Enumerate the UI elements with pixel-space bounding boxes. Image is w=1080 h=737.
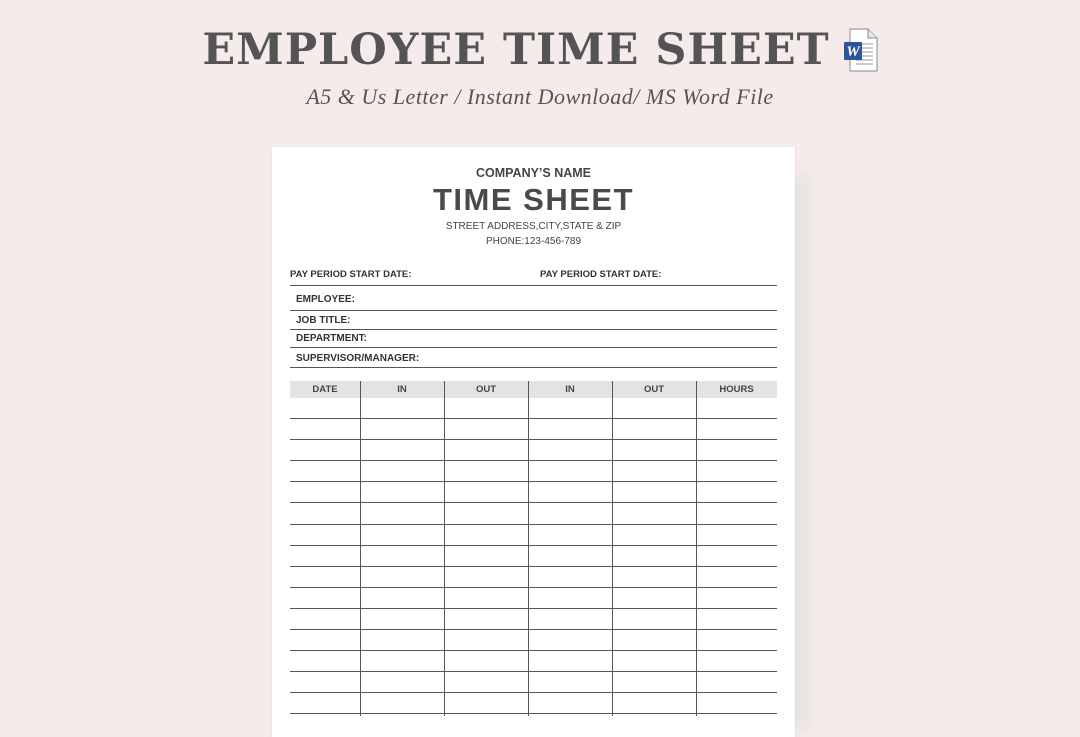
sheet-title: TIME SHEET — [432, 182, 634, 217]
table-row-line — [290, 481, 777, 482]
supervisor-manager-line — [290, 367, 777, 368]
header-in-2: IN — [565, 384, 575, 395]
word-icon-letter: W — [845, 44, 860, 60]
employee-line — [290, 310, 777, 311]
column-divider — [612, 381, 613, 716]
table-row-line — [290, 692, 777, 693]
time-sheet-page — [272, 147, 795, 737]
street-address: STREET ADDRESS,CITY,STATE & ZIP — [445, 221, 622, 232]
table-row-line — [290, 650, 777, 651]
table-row-line — [290, 566, 777, 567]
banner-title: EMPLOYEE TIME SHEET — [202, 25, 830, 75]
job-title-label: JOB TITLE: — [296, 315, 351, 326]
table-row-line — [290, 713, 777, 714]
header-out-2: OUT — [643, 384, 665, 395]
table-row-line — [290, 418, 777, 419]
column-divider — [360, 381, 361, 716]
column-divider — [696, 381, 697, 716]
table-row-line — [290, 502, 777, 503]
table-row-line — [290, 524, 777, 525]
job-title-line — [290, 329, 777, 330]
table-row-line — [290, 608, 777, 609]
table-header — [290, 381, 777, 398]
table-row-line — [290, 460, 777, 461]
header-in-1: IN — [397, 384, 407, 395]
header-out-1: OUT — [475, 384, 497, 395]
table-row-line — [290, 439, 777, 440]
pay-period-start-label-left: PAY PERIOD START DATE: — [290, 269, 412, 280]
company-name: COMPANY’S NAME — [475, 166, 592, 180]
employee-label: EMPLOYEE: — [296, 294, 355, 305]
table-row-line — [290, 587, 777, 588]
header-hours: HOURS — [719, 384, 754, 395]
banner-subtitle: A5 & Us Letter / Instant Download/ MS Word File — [306, 84, 774, 109]
department-line — [290, 347, 777, 348]
phone-number: PHONE:123-456-789 — [485, 236, 582, 247]
table-row-line — [290, 629, 777, 630]
department-label: DEPARTMENT: — [296, 333, 367, 344]
ms-word-document-icon — [844, 28, 878, 72]
column-divider — [528, 381, 529, 716]
pay-period-line — [290, 285, 777, 286]
table-row-line — [290, 671, 777, 672]
supervisor-manager-label: SUPERVISOR/MANAGER: — [296, 353, 420, 364]
table-row-line — [290, 545, 777, 546]
banner-title-row — [0, 22, 1080, 78]
column-divider — [444, 381, 445, 716]
header-date: DATE — [312, 384, 338, 395]
pay-period-start-label-right: PAY PERIOD START DATE: — [540, 269, 662, 280]
